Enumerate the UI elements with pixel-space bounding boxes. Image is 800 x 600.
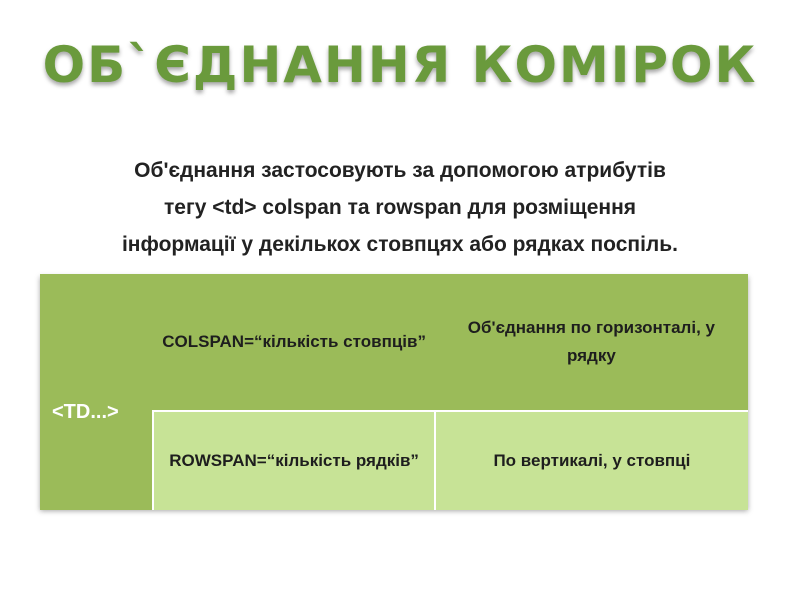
attribute-text: ROWSPAN=“кількість рядків”: [169, 451, 419, 470]
attribute-cell: [153, 274, 434, 411]
attribute-text: COLSPAN=“кількість стовпців”: [162, 332, 426, 351]
intro-line: Об'єднання застосовують за допомогою атрибутів: [134, 159, 666, 182]
tag-cell: <TD...>: [40, 274, 153, 510]
description-text: По вертикалі, у стовпці: [493, 451, 691, 470]
description-text: Об'єднання по горизонталі, у рядку: [467, 318, 715, 365]
description-cell: [435, 411, 748, 510]
intro-line: тегу <td> colspan та rowspan для розміщення: [163, 196, 637, 219]
description-cell: [435, 274, 748, 411]
slide-title: ОБ`ЄДНАННЯ КОМІРОК: [42, 36, 758, 94]
merge-table-container: [40, 274, 748, 508]
table-row: [40, 274, 748, 411]
merge-table: [40, 274, 748, 510]
intro-line: інформації у декількох стовпцях або рядках поспіль.: [121, 233, 679, 256]
attribute-cell: [153, 411, 434, 510]
intro-text: [0, 152, 800, 263]
